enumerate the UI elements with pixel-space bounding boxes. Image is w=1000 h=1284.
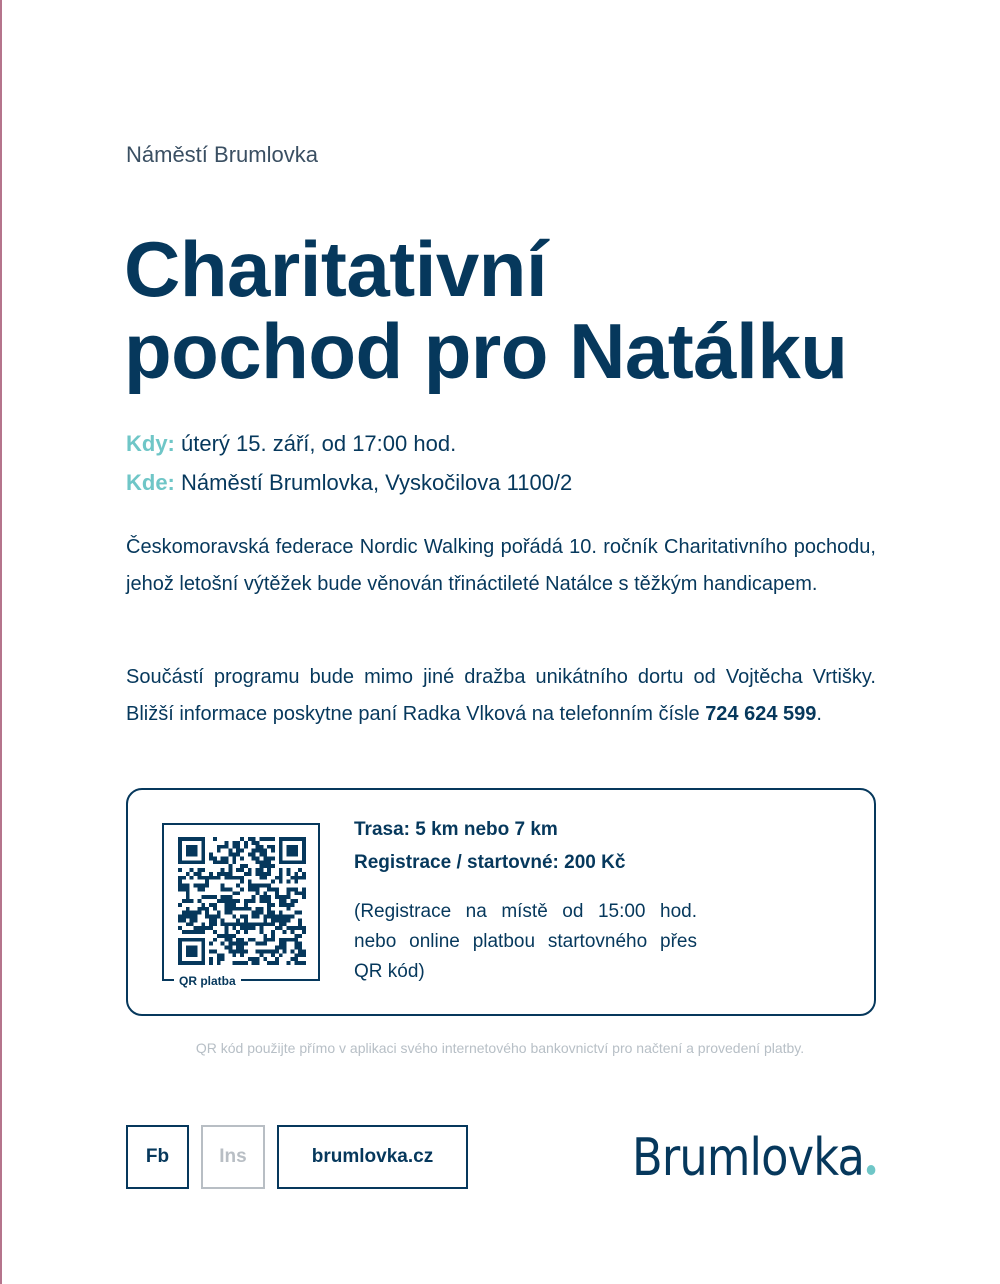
description-paragraph-2 — [126, 659, 876, 733]
location-heading: Náměstí Brumlovka — [126, 142, 318, 167]
website-link[interactable]: brumlovka.cz — [277, 1125, 468, 1189]
facebook-link[interactable]: Fb — [126, 1125, 189, 1189]
left-edge-line — [0, 0, 2, 1284]
brumlovka-logo — [632, 1128, 875, 1188]
when-label: Kdy: — [126, 431, 175, 456]
fee-info: Registrace / startovné: 200 Kč — [354, 852, 626, 873]
logo-dot-icon — [867, 1165, 876, 1175]
paragraph-2-text: Součástí programu bude mimo jiné dražba unikátního dortu od Vojtěcha Vrtišky. Bližší informace poskytne paní Radka Vlková na telefonním čísle — [126, 666, 876, 725]
when-value: úterý 15. září, od 17:00 hod. — [174, 431, 457, 456]
paragraph-2-end: . — [816, 703, 822, 725]
qr-usage-hint: QR kód použijte přímo v aplikaci svého internetového bankovnictví pro načtení a provedení platby. — [195, 1040, 805, 1056]
registration-info-box — [126, 788, 876, 1016]
route-info: Trasa: 5 km nebo 7 km — [354, 819, 558, 840]
title-line-1: Charitativní — [124, 225, 548, 313]
phone-number[interactable]: 724 624 599 — [705, 703, 817, 725]
where-value: Náměstí Brumlovka, Vyskočilova 1100/2 — [174, 470, 573, 495]
where-label: Kde: — [126, 470, 175, 495]
title-line-2: pochod pro Natálku — [124, 307, 848, 395]
instagram-link[interactable]: Ins — [201, 1125, 265, 1189]
qr-code-frame — [162, 823, 320, 988]
registration-note: (Registrace na místě od 15:00 hod. nebo online platbou startovného přes QR kód) — [354, 901, 697, 982]
page-title — [124, 225, 848, 395]
logo-text: Brumlovka — [632, 1128, 864, 1188]
qr-code-image[interactable] — [178, 837, 306, 965]
qr-label: QR platba — [174, 974, 241, 988]
event-where — [126, 470, 572, 496]
event-when — [126, 431, 456, 457]
description-paragraph-1: Českomoravská federace Nordic Walking pořádá 10. ročník Charitativního pochodu, jehož letošní výtěžek bude věnován třináctileté Natálce s těžkým handicapem. — [126, 536, 876, 595]
